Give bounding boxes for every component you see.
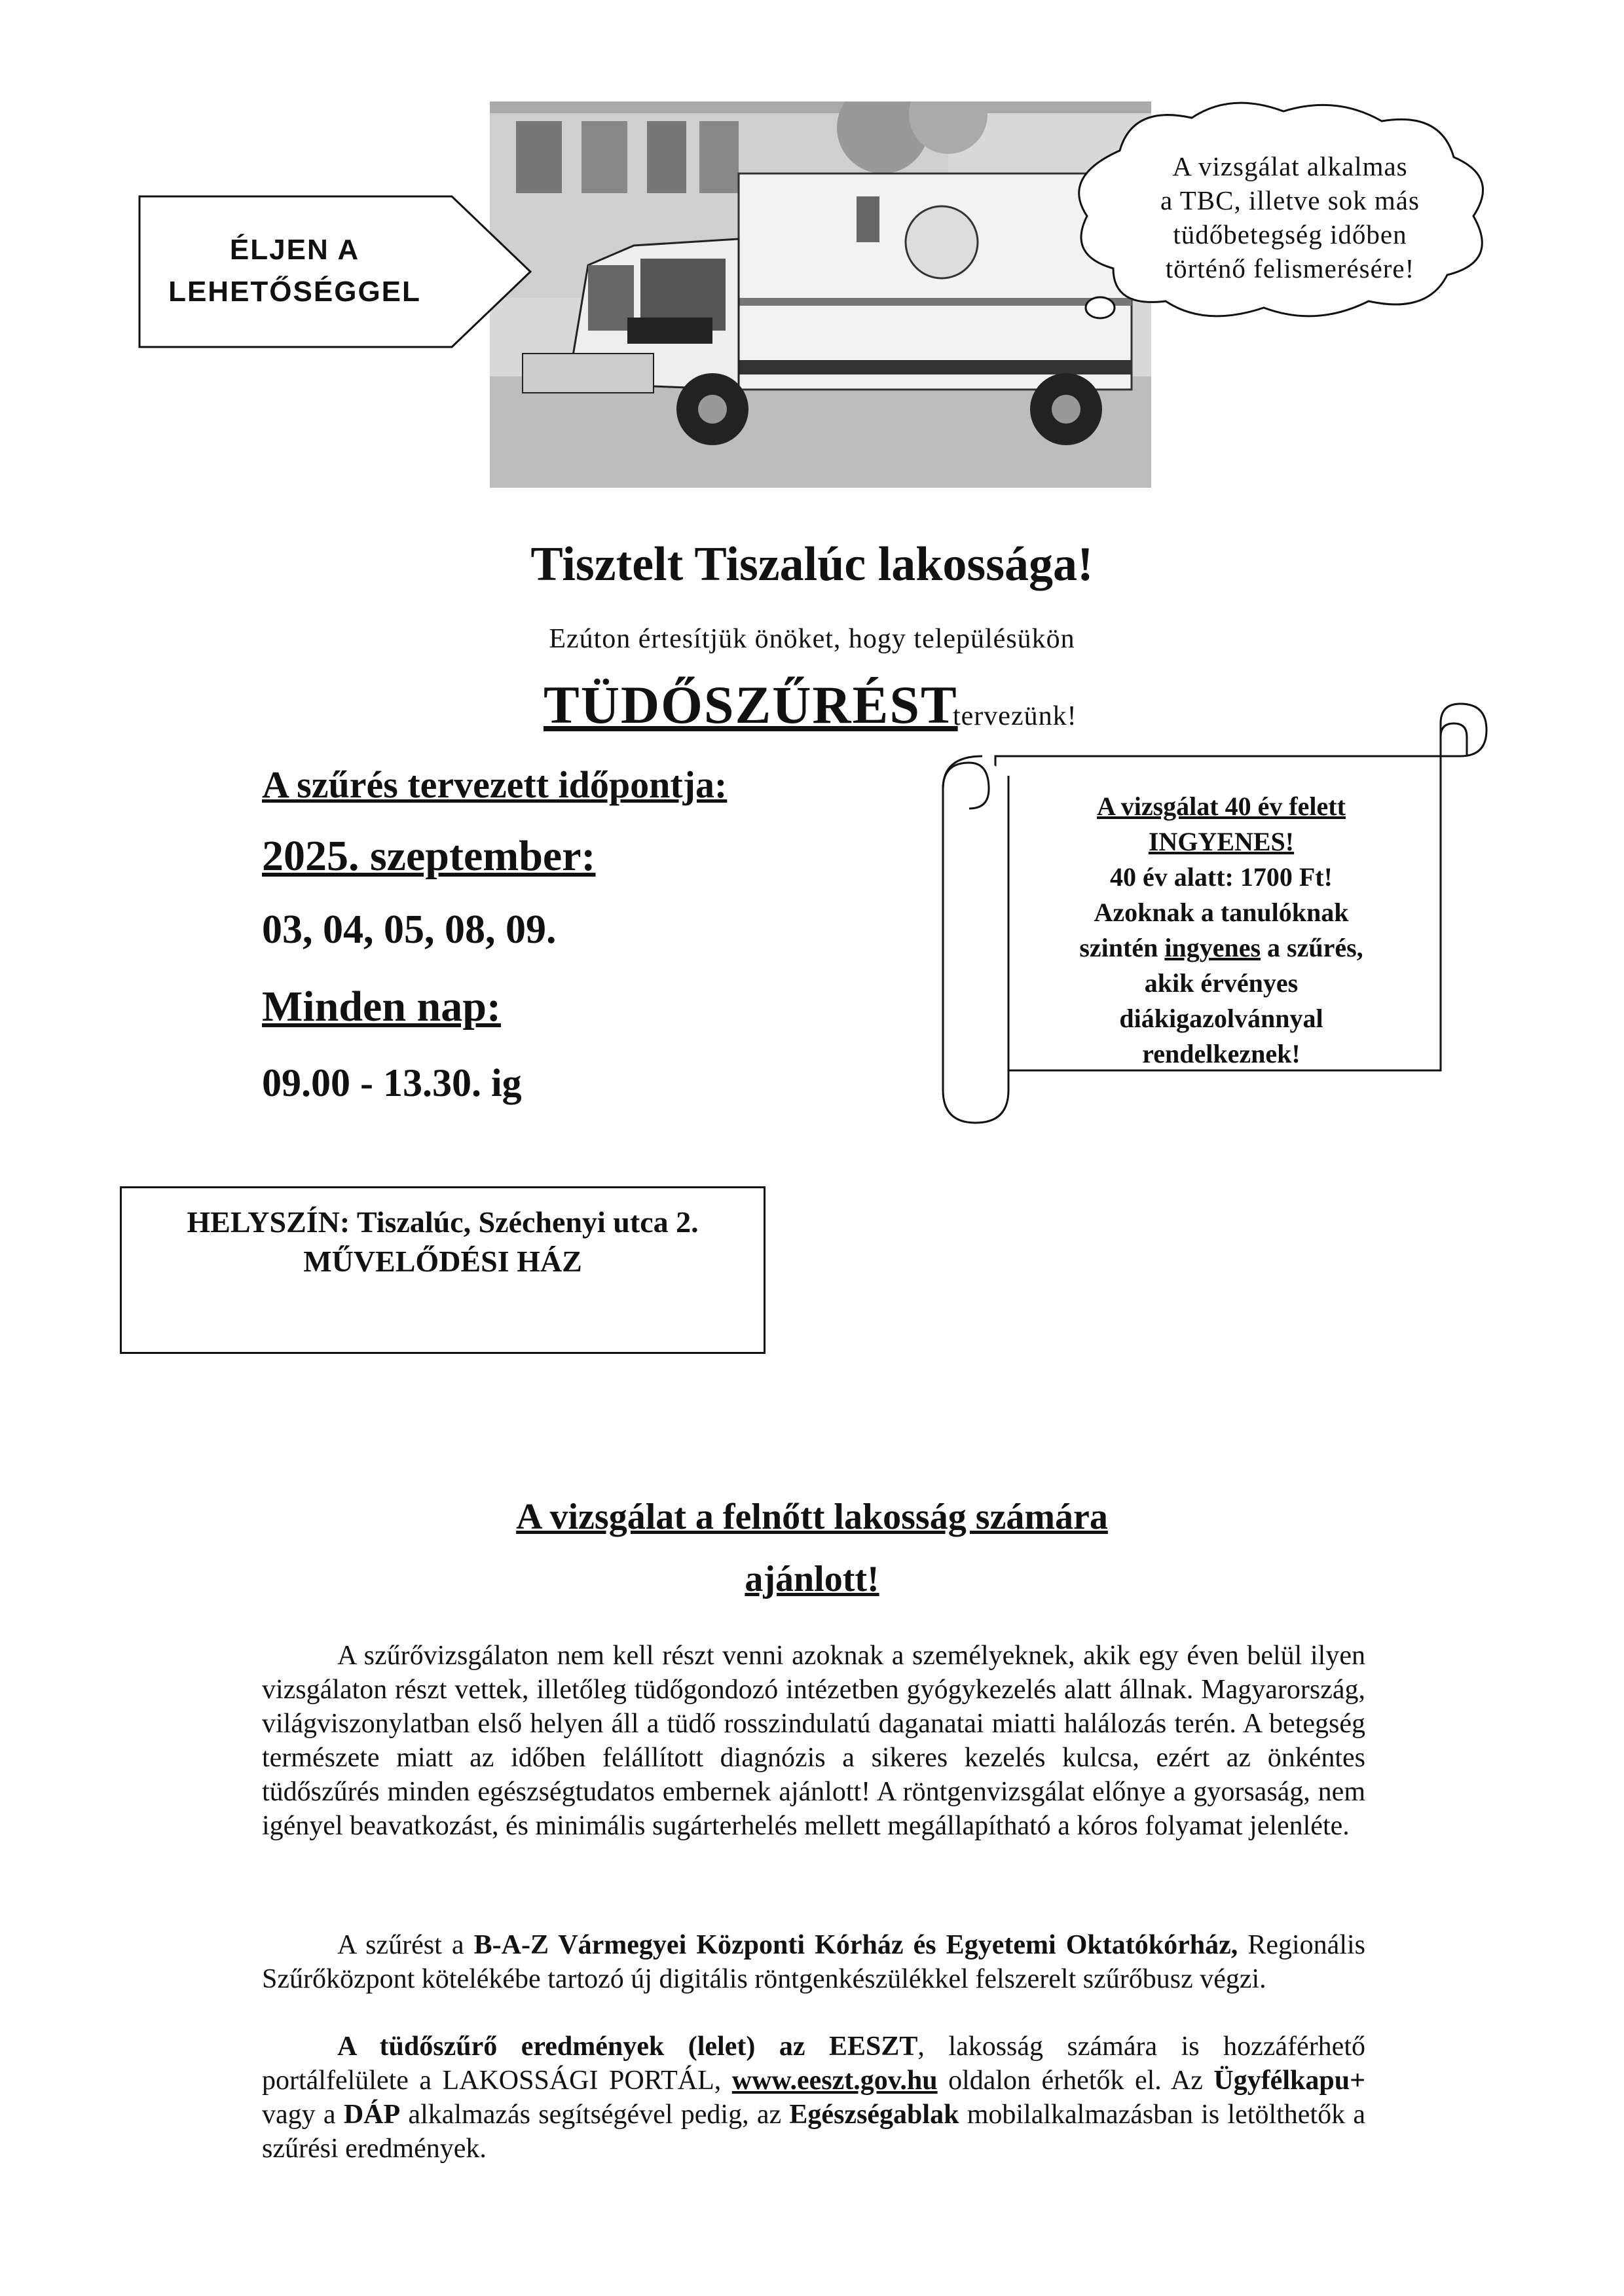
section-title-line2: ajánlott! [745,1559,879,1599]
scroll-line5-post: a szűrés, [1261,933,1363,962]
paragraph-3-text: alkalmazás segítségével pedig, az [400,2100,790,2130]
paragraph-2 [262,1928,1365,1996]
scroll-banner-text [995,789,1447,1072]
arrow-callout-line2: LEHETŐSÉGGEL [168,276,421,308]
ugyfelkapu-term: Ügyfélkapu+ [1213,2066,1365,2096]
results-heading: A tüdőszűrő eredmények (lelet) az EESZT [337,2032,918,2062]
paragraph-2-text: Regionális Szűrőközpont kötelékébe tartozó új digitális röntgenkészülékkel felszerelt szűrőbusz végzi. [262,1930,1365,1994]
hospital-name: B-A-Z Vármegyei Központi Kórház és Egyetemi Oktatókórház, [473,1930,1238,1960]
cloud-callout-text [1113,149,1467,285]
screening-word: TÜDŐSZŰRÉST [544,675,958,735]
cloud-line: a TBC, illetve sok más [1160,185,1420,215]
scroll-line7: diákigazolvánnyal [1119,1004,1323,1033]
cloud-line: tüdőbetegség időben [1173,219,1407,249]
paragraph-3-text: mobilalkalmazásban is letölthetők a szűrési eredmények. [262,2100,1365,2164]
scroll-line3: 40 év alatt: 1700 Ft! [1110,862,1333,892]
screening-suffix: tervezünk! [953,701,1077,731]
scroll-line5-pre: szintén [1079,933,1165,962]
schedule-days: 03, 04, 05, 08, 09. [262,907,557,952]
schedule-date: 2025. szeptember: [262,832,596,880]
schedule-title: A szűrés tervezett időpontja: [262,763,728,806]
location-venue: MŰVELŐDÉSI HÁZ [303,1245,582,1278]
location-address: HELYSZÍN: Tiszalúc, Széchenyi utca 2. [187,1205,699,1239]
paragraph-2-text: A szűrést a [337,1930,474,1960]
eeszt-link[interactable]: www.eeszt.gov.hu [731,2066,938,2096]
scroll-line1: A vizsgálat 40 év felett [1097,792,1346,821]
schedule-every-day: Minden nap: [262,983,501,1030]
scroll-line2: INGYENES! [1148,827,1295,856]
arrow-callout-text [147,229,442,313]
cloud-line: történő felismerésére! [1165,253,1415,283]
scroll-line8: rendelkeznek! [1142,1039,1301,1068]
schedule-hours: 09.00 - 13.30. ig [262,1061,522,1104]
egeszsegablak-term: Egészségablak [789,2100,959,2130]
dap-term: DÁP [343,2100,401,2130]
greeting-heading: Tisztelt Tiszalúc lakossága! [530,538,1094,591]
paragraph-3 [262,2030,1365,2166]
cloud-line: A vizsgálat alkalmas [1172,151,1408,181]
paragraph-3-text: vagy a [262,2100,344,2130]
paragraph-3-text: oldalon érhetők el. Az [937,2066,1214,2096]
paragraph-1 [262,1639,1365,1843]
notice-text: Ezúton értesítjük önöket, hogy településükön [549,624,1075,654]
scroll-line6: akik érvényes [1144,968,1299,998]
scroll-line5-underlined: ingyenes [1164,933,1261,962]
arrow-callout-line1: ÉLJEN A [229,234,360,266]
paragraph-1-text: A szűrővizsgálaton nem kell részt venni azoknak a személyeknek, akik egy éven belül ilyen vizsgálaton részt vettek, illetőleg tüdőgondozó intézetben gyógykezelés alatt állnak. Magyarország, világviszonylatban első helyen áll a tüdő rosszindulatú daganatai miatti halálozás terén. A betegség természete miatt az időben felállított diagnózis a sikeres kezelés kulcsa, ezért az önkéntes tüdőszűrés minden egészségtudatos embernek ajánlott! A röntgenvizsgálat előnye a gyorsaság, nem igényel beavatkozást, és minimális sugárterhelés mellett megállapítható a kóros folyamat jelenléte. [262,1641,1365,1841]
section-title-line1: A vizsgálat a felnőtt lakosság számára [516,1497,1108,1537]
paragraph-3-text: , lakosság számára is hozzáférhető portálfelülete a LAKOSSÁGI PORTÁL, [262,2032,1365,2096]
scroll-line5 [995,930,1447,966]
scroll-line4: Azoknak a tanulóknak [1094,898,1349,927]
